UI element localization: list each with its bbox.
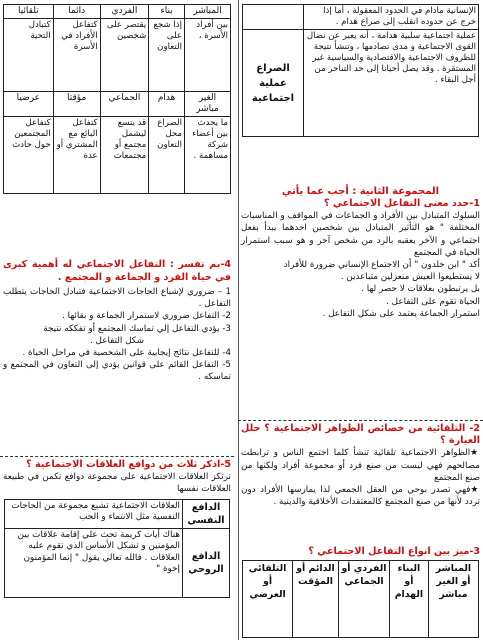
- table-cell: كتفاعل الأفراد في الأسرة: [53, 19, 100, 92]
- table-cell: بين أفراد الأسرة ،: [184, 19, 230, 92]
- table-header-cell: البناء أو الهدام: [389, 561, 428, 638]
- table-header-cell: المباشر أو الغير مباشر: [428, 561, 478, 638]
- q1-paragraph: لا يستطيعوا العيش منعزلين متباعدين .: [340, 272, 480, 283]
- q1-paragraph: بل يرتبطون بعلاقات لا حصر لها .: [361, 284, 480, 295]
- table-cell: عرضيا: [4, 92, 54, 117]
- interaction-types-table: [242, 560, 479, 638]
- table-row: [4, 5, 231, 19]
- q4-heading: 4-بم تفسر : التفاعل الاجتماعي له أهمية كبرى في حياة الفرد و الجماعة و المجتمع .: [3, 259, 231, 283]
- table-row: [243, 561, 479, 638]
- q4-item: 5- التفاعل القائم على قوانين يؤدي إلى التعاون في المجتمع و تماسكه .: [3, 360, 231, 383]
- table-cell: إذا شجع على التعاون: [149, 19, 185, 92]
- left-top-table-section: [0, 4, 234, 194]
- table-row: [4, 19, 231, 92]
- q2-heading: 2- التلقائية من خصائص الظواهر الاجتماعية ؟ حلل العبارة ؟: [241, 423, 480, 447]
- q4-item: 4- للتفاعل نتائج إيجابية على الشخصية في مراحل الحياة .: [22, 348, 231, 359]
- table-cell: قد يتسع ليشمل مجتمع أو مجتمعات: [100, 117, 149, 194]
- table-row: [5, 528, 230, 597]
- q4-section: [0, 258, 234, 384]
- table-cell: كتفاعل البائع مع المشتري أو عدة: [53, 117, 100, 194]
- table-cell: كتفاعل المجتمعين حول حادث: [4, 117, 54, 194]
- star-icon: ★: [470, 448, 480, 459]
- table-cell: بناء: [149, 5, 185, 19]
- q2-section: [238, 420, 483, 508]
- table-cell: ما يحدث بين أعضاء شركة مساهمة .: [184, 117, 230, 194]
- q4-item: 1 – ضروري لإشباع الحاجات الاجتماعية فتبادل الحاجات يتطلب التفاعل .: [3, 287, 231, 310]
- q3-heading: 3-ميز بين انواع التفاعل الاجتماعي ؟: [308, 546, 480, 557]
- group2-title: المجموعة الثانية : أجب عما يأتي: [281, 186, 440, 197]
- q1-paragraph: أكد " ابن خلدون " أن الاجتماع الإنساني ضرورة للأفراد: [283, 260, 480, 271]
- q1-paragraph: الحياة تقوم على التفاعل .: [386, 296, 480, 307]
- table-cell: الجماعي: [100, 92, 149, 117]
- right-column: [238, 0, 483, 640]
- table-cell: [243, 5, 304, 30]
- motives-table: [4, 499, 230, 598]
- table-label-cell: الدافع الروحي: [183, 528, 230, 597]
- q1-paragraph: استمرار الجماعة يعتمد على شكل التفاعل .: [322, 308, 480, 319]
- q4-item: 2- التفاعل ضروري لاستمرار الجماعة و بقائها .: [62, 311, 231, 322]
- q1-heading: 1-حدد معنى التفاعل الاجتماعي ؟: [324, 198, 480, 209]
- table-cell: هناك أيات كريمة تحث علي إقامة علاقات بين المؤمنين و تشكل الأساس الذي تقوم عليه العلاقات . فالله تعالي يقول " إنما المؤمنون إخوة ": [5, 528, 183, 597]
- table-row: [243, 30, 479, 137]
- table-cell: عملية اجتماعية سلبية هدامة ، أنه يعبر عن نضال القوى الاجتماعية و مدى تصادمها ، وتنشأ نتيجة للظروف الاجتماعية والاقتصادية والسياسية غير المستقرة . وقد يصل أحيانا إلى حد التناحر من أجل البقاء .: [304, 30, 479, 137]
- q2-paragraph: ★الظواهر الاجتماعية تلقائية تنشأ كلما اجتمع الناس و ترابطت مصالحهم فهي ليست من صنع فرد أو مجموعة أفراد ولكنها من صنع المجتمع: [241, 448, 480, 483]
- table-cell: العلاقات الاجتماعية تشبع مجموعة من الحاجات النفسية مثل الانتماء و الحب: [5, 499, 183, 528]
- table-cell: الغير مباشر: [184, 92, 230, 117]
- table-cell: كتبادل التحية: [4, 19, 54, 92]
- q3-section: [238, 546, 483, 638]
- table-row: [243, 5, 479, 30]
- table-label-cell: الدافع النفسي: [183, 499, 230, 528]
- table-row: [4, 92, 231, 117]
- interaction-examples-table: [3, 4, 231, 194]
- table-cell: دائما: [53, 5, 100, 19]
- table-cell: مؤقتا: [53, 92, 100, 117]
- right-top-table-section: [238, 4, 483, 137]
- group2-section: [238, 186, 483, 320]
- q4-item: شكل التفاعل .: [89, 335, 145, 346]
- q4-item: 3- يؤدي التفاعل إلي تماسك المجتمع أو تفككه نتيجة: [43, 323, 231, 334]
- q2-paragraph: ★فهي تصدر بوحي من العقل الجمعي لذا يمارسها الأفراد دون تردد لأنها من صنع المجتمع كالمعتقدات الأخلاقية والدينية .: [241, 485, 481, 508]
- q5-section: [0, 456, 234, 598]
- q5-heading: 5-اذكر ثلاث من دوافع العلاقات الاجتماعية ؟: [26, 459, 231, 470]
- table-cell: هدام: [149, 92, 185, 117]
- conflict-table: [242, 4, 479, 137]
- table-row: [4, 117, 231, 194]
- table-cell: يقتصر على شخصين: [100, 19, 149, 92]
- table-cell: الإنسانية مادام في الحدود المعقولة ، أما إذا خرج عن حدوده انقلب إلى صراع هدام .: [304, 5, 479, 30]
- table-header-cell: الفردي أو الجماعي: [338, 561, 389, 638]
- table-header-cell: التلقائي أو العرضي: [243, 561, 293, 638]
- table-cell: الصراع محل التعاون: [149, 117, 185, 194]
- table-cell: الفردي: [100, 5, 149, 19]
- table-cell: المباشر: [184, 5, 230, 19]
- star-icon: ★: [470, 485, 481, 496]
- table-header-cell: الدائم أو المؤقت: [293, 561, 339, 638]
- table-label-cell: الصراع عملية اجتماعية: [243, 30, 304, 137]
- left-column: [0, 0, 234, 640]
- q1-paragraph: السلوك المتبادل بين الأفراد و الجماعات في المواقف و المناسبات المختلفة " هو التأثير المتبادل بين شخصين احدهما يبدأ بفعل اجتماعي و الآخر يعقبه بالرد من شخص آخر و هو سبب استمرار الحياة في المجتمع: [241, 211, 480, 258]
- q5-paragraph: ترتكز العلاقات الاجتماعية على مجموعة دوافع تكمن في طبيعة العلاقات نفسها: [3, 472, 231, 495]
- table-row: [5, 499, 230, 528]
- table-cell: تلقائيا: [4, 5, 54, 19]
